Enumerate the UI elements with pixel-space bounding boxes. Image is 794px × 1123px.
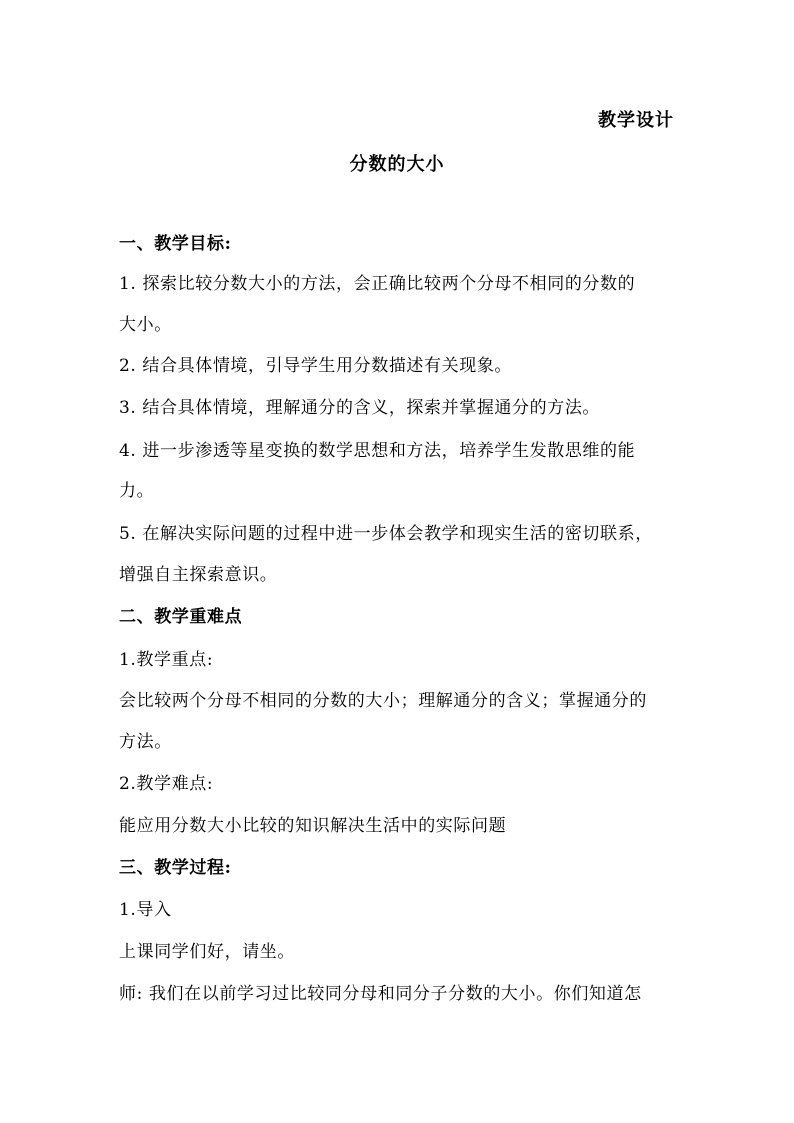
difficulty-label: 2.教学难点: — [119, 774, 214, 794]
objective-line: 2. 结合具体情境，引导学生用分数描述有关现象。 — [119, 356, 513, 376]
objective-line: 力。 — [119, 481, 155, 501]
focus-text: 方法。 — [119, 732, 172, 752]
objective-line: 3. 结合具体情境，理解通分的含义，探索并掌握通分的方法。 — [119, 398, 601, 418]
focus-label: 1.教学重点: — [119, 650, 214, 670]
objective-line: 大小。 — [119, 315, 172, 335]
objective-line: 增强自主探索意识。 — [119, 565, 278, 585]
objective-line: 4. 进一步渗透等星变换的数学思想和方法，培养学生发散思维的能 — [119, 441, 636, 461]
process-text: 师: 我们在以前学习过比较同分母和同分子分数的大小。你们知道怎 — [119, 984, 642, 1004]
objective-line: 5. 在解决实际问题的过程中进一步体会教学和现实生活的密切联系， — [119, 524, 653, 544]
objective-line: 1. 探索比较分数大小的方法，会正确比较两个分母不相同的分数的 — [119, 274, 636, 294]
document-title: 教学设计 — [598, 110, 674, 131]
section-heading-key-points: 二、教学重难点 — [119, 607, 243, 627]
section-heading-objectives: 一、教学目标: — [119, 234, 232, 254]
focus-text: 会比较两个分母不相同的分数的大小；理解通分的含义；掌握通分的 — [119, 691, 647, 711]
lesson-title: 分数的大小 — [349, 154, 445, 175]
process-text: 上课同学们好，请坐。 — [119, 942, 295, 962]
section-heading-process: 三、教学过程: — [119, 858, 232, 878]
process-step-label: 1.导入 — [119, 900, 172, 920]
difficulty-text: 能应用分数大小比较的知识解决生活中的实际问题 — [119, 816, 507, 836]
